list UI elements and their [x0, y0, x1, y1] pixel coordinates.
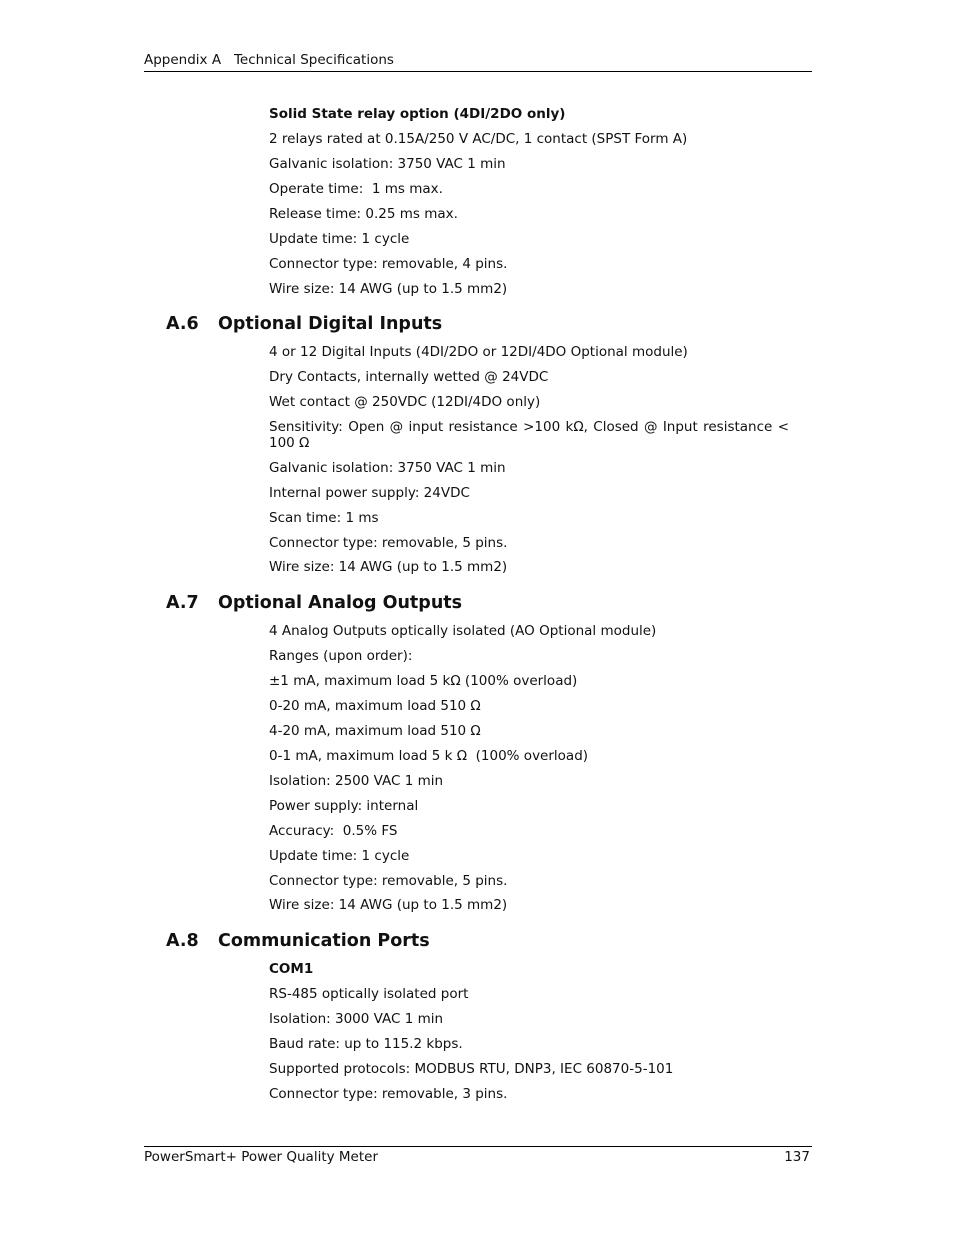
- relay-heading: Solid State relay option (4DI/2DO only): [269, 106, 566, 122]
- spec-line: Update time: 1 cycle: [269, 231, 410, 247]
- spec-line: Connector type: removable, 5 pins.: [269, 535, 508, 551]
- section-number: A.7: [166, 593, 199, 613]
- spec-line: Wire size: 14 AWG (up to 1.5 mm2): [269, 897, 508, 913]
- spec-line: 4-20 mA, maximum load 510 Ω: [269, 723, 481, 739]
- spec-line: Scan time: 1 ms: [269, 510, 379, 526]
- spec-line: Accuracy: 0.5% FS: [269, 823, 398, 839]
- spec-line: Galvanic isolation: 3750 VAC 1 min: [269, 156, 506, 172]
- spec-line: Wire size: 14 AWG (up to 1.5 mm2): [269, 281, 508, 297]
- spec-line: 4 Analog Outputs optically isolated (AO Optional module): [269, 623, 657, 639]
- spec-line: Supported protocols: MODBUS RTU, DNP3, IEC 60870-5-101: [269, 1061, 674, 1077]
- page-header: [144, 51, 812, 72]
- page-footer: [144, 1146, 812, 1165]
- section-title: Optional Digital Inputs: [218, 314, 443, 334]
- spec-line: 0-20 mA, maximum load 510 Ω: [269, 698, 481, 714]
- section-title: Communication Ports: [218, 931, 430, 951]
- spec-line: Operate time: 1 ms max.: [269, 181, 443, 197]
- spec-line: RS-485 optically isolated port: [269, 986, 469, 1002]
- spec-line: Update time: 1 cycle: [269, 848, 410, 864]
- section-number: A.8: [166, 931, 199, 951]
- section-title: Optional Analog Outputs: [218, 593, 463, 613]
- spec-paragraph: Sensitivity: Open @ input resistance >100 kΩ, Closed @ Input resistance < 100 Ω: [269, 419, 789, 451]
- spec-line: Power supply: internal: [269, 798, 419, 814]
- spec-line: Galvanic isolation: 3750 VAC 1 min: [269, 460, 506, 476]
- spec-line: 4 or 12 Digital Inputs (4DI/2DO or 12DI/4DO Optional module): [269, 344, 688, 360]
- spec-line: Connector type: removable, 5 pins.: [269, 873, 508, 889]
- section-heading-a6: [166, 314, 442, 334]
- spec-line: Connector type: removable, 3 pins.: [269, 1086, 508, 1102]
- header-title: Appendix A Technical Specifications: [144, 52, 394, 68]
- spec-line: Baud rate: up to 115.2 kbps.: [269, 1036, 463, 1052]
- section-heading-a8: [166, 931, 430, 951]
- spec-line: ±1 mA, maximum load 5 kΩ (100% overload): [269, 673, 578, 689]
- spec-line: Wet contact @ 250VDC (12DI/4DO only): [269, 394, 541, 410]
- section-heading-a7: [166, 593, 462, 613]
- spec-line: 2 relays rated at 0.15A/250 V AC/DC, 1 contact (SPST Form A): [269, 131, 688, 147]
- spec-line: Wire size: 14 AWG (up to 1.5 mm2): [269, 559, 508, 575]
- spec-line: Ranges (upon order):: [269, 648, 413, 664]
- spec-line: Internal power supply: 24VDC: [269, 485, 470, 501]
- spec-line: 0-1 mA, maximum load 5 k Ω (100% overload): [269, 748, 589, 764]
- spec-line: Isolation: 3000 VAC 1 min: [269, 1011, 444, 1027]
- spec-line: Dry Contacts, internally wetted @ 24VDC: [269, 369, 549, 385]
- spec-line: Isolation: 2500 VAC 1 min: [269, 773, 444, 789]
- section-number: A.6: [166, 314, 199, 334]
- page-number: 137: [784, 1149, 810, 1165]
- footer-product: PowerSmart+ Power Quality Meter: [144, 1149, 378, 1165]
- spec-line: Release time: 0.25 ms max.: [269, 206, 458, 222]
- spec-line: Connector type: removable, 4 pins.: [269, 256, 508, 272]
- com1-heading: COM1: [269, 961, 314, 977]
